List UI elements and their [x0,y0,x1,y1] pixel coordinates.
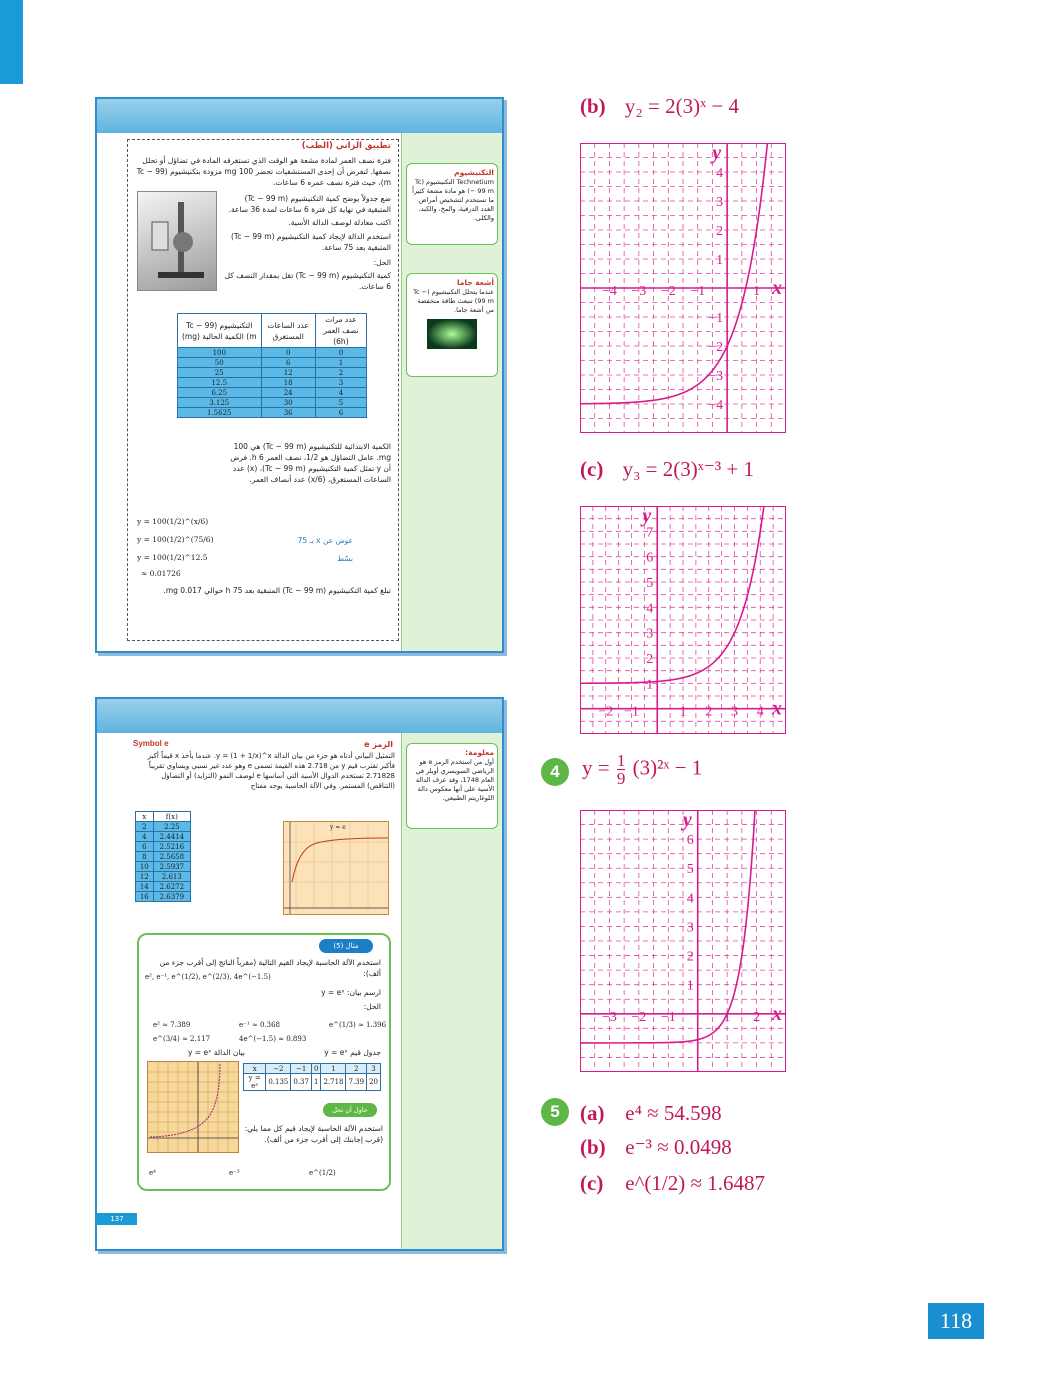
table-header: x [136,812,154,822]
info-box-technetium [406,163,498,245]
table-cell: 16 [136,892,154,902]
y-tick-label: −1 [708,311,724,326]
conclusion-text: تبلغ كمية التكنيشيوم (Tc − 99 m) المتبقية بعد 75 h حوالي 0.017 mg. [163,586,391,595]
table-cell: 6 [136,842,154,852]
symbol-title-en: Symbol e [133,739,169,748]
table-row [244,1074,381,1091]
q4-y: y = [582,755,610,780]
x-tick-label: −2 [660,284,676,299]
table-cell: 2.718 [321,1074,346,1091]
y-axis-label: y [642,506,652,527]
sidebar-136 [401,133,502,651]
table-row [178,348,367,358]
q4-denominator: 9 [616,769,626,788]
solution-b: الكمية الابتدائية للتكنيشيوم (Tc − 99 m) هي 100 mg. عامل التضاؤل هو 1/2، نصف العمر 6 h. فرض أن y تمثل كمية التكنيشيوم (Tc − 99 m)، (x) عدد الساعات المستغرق، (x/6) عدد أنصاف العمر. [230,442,391,484]
y-tick-label: 6 [646,550,654,566]
result-2: e⁻¹ ≈ 0.368 [239,1021,280,1029]
table-cell: 25 [178,368,262,378]
table-cell: 12 [136,872,154,882]
table-cell: 12.5 [178,378,262,388]
info-title: معلومة: [465,748,494,757]
q4-numerator: 1 [616,751,626,770]
y-tick-label: 2 [646,652,654,667]
table-cell: 2.25 [153,822,190,832]
y-tick-label: 6 [686,833,694,849]
solution-a: كمية التكنيشيوم (Tc − 99 m) تقل بمقدار النصف كل 6 ساعات. [224,271,391,291]
example-part-a: استخدم الآلة الحاسبة لإيجاد القيم التالية (مقرباً الناتج إلى أقرب جزء من ألف): [159,958,381,978]
table-cell: 1 [311,1074,320,1091]
table-cell: 7.39 [346,1074,367,1091]
y-tick-label: 3 [646,626,654,642]
symbol-title-ar: الرمز e [364,740,393,749]
table-header: عدد مرات نصف العمر (6h) [315,314,366,348]
table-cell: 1 [321,1064,346,1074]
table-cell: 12 [261,368,315,378]
result-4: e^(3/4) ≈ 2.117 [153,1035,211,1043]
result-3: e^(1/3) ≈ 1.396 [329,1021,387,1029]
table-cell: 2.5658 [153,852,190,862]
table-row [136,872,191,882]
table-row [136,882,191,892]
table-cell: 10 [136,862,154,872]
q5-item-c [580,1171,765,1196]
x-tick-label: −1 [660,1009,676,1025]
table-header: عدد الساعات المستغرق [261,314,315,348]
table-cell: x [244,1064,266,1074]
equation-2: y = 100(1/2)^(75/6) [137,535,214,544]
answer-b-heading [580,94,739,119]
graph-b [580,143,786,433]
table-row [178,388,367,398]
y-tick-label: 1 [686,978,694,994]
table-cell: y = eˣ [244,1074,266,1091]
x-tick-label: −2 [631,1009,647,1025]
y-tick-label: 1 [646,677,654,693]
x-tick-label: −3 [601,1009,617,1025]
table-cell: 5 [315,398,366,408]
q4-fraction [617,752,626,787]
q5-c-expr: e^(1/2) ≈ 1.6487 [625,1171,766,1195]
note-simplify: بسّط [337,554,353,563]
table-cell: 2.6272 [153,882,190,892]
table-cell: 0.135 [266,1074,291,1091]
table-row [178,358,367,368]
table-header: التكنيشيوم (Tc − 99 m) الكمية الحالية (mg) [178,314,262,348]
table-row [136,822,191,832]
try-a: e⁴ [149,1169,156,1177]
table-cell: 30 [261,398,315,408]
table-row [178,408,367,418]
table-cell: 6.25 [178,388,262,398]
x-tick-label: 1 [679,704,687,720]
graph-c [580,506,786,734]
textbook-page-137 [95,697,504,1251]
table-header: f(x) [153,812,190,822]
x-tick-label: −4 [601,284,617,299]
info-box-gamma [406,273,498,377]
note-substitute: عوض عن x بـ 75 [297,536,353,545]
ex-table [243,1063,381,1091]
graph-q4 [580,810,786,1072]
table-cell: 18 [261,378,315,388]
page-137-main [103,733,400,1249]
half-life-table [177,313,367,418]
y-tick-label: 4 [646,601,654,617]
example-part-b: ارسم بيان: y = eˣ [321,988,381,997]
page-number-137: 137 [97,1213,137,1225]
q4-rest: (3)²ˣ − 1 [632,755,703,780]
try-label: حاول أن تحل [323,1103,377,1117]
table-cell: 50 [178,358,262,368]
example-box [137,933,391,1191]
fx-table [135,811,191,902]
y-tick-label: 7 [646,525,654,541]
question-4-badge: 4 [541,758,569,786]
table-row [136,892,191,902]
example-values: e², e⁻¹, e^(1/2), e^(2/3), 4e^(−1.5) [145,973,271,981]
x-axis-label: x [772,1002,782,1025]
table-cell: 36 [261,408,315,418]
page-header-band [97,99,502,133]
y-axis-label: y [712,143,722,164]
table-cell: 0 [315,348,366,358]
q5-a-label: (a) [580,1101,605,1125]
intro-text: التمثيل البياني أدناه هو جزء من بيان الدالة y = (1 + 1/x)^x. عندما يأخذ x قيماً أكبر فأكبر تقترب قيم y من 2.718 هذه القيمة تسمى e وهو عدد غير نسبي ويساوي تقريباً 2.71828 تستخدم الدوال الأسية التي أساسها e لوصف النمو (التزايد) أو التضاؤل (التناقص) المستمر. وفي الآلة الحاسبة يوجد مفتاح [147,752,395,790]
y-tick-label: −4 [708,398,724,413]
y-tick-label: −3 [708,369,724,384]
equation-4: ≈ 0.01726 [141,569,181,578]
equation-3: y = 100(1/2)^12.5 [137,553,208,562]
x-tick-label: 2 [753,1009,761,1025]
table-cell: 3 [315,378,366,388]
ex-graph [147,1061,239,1153]
chart-label: y = e [330,824,346,831]
table-row [136,862,191,872]
table-cell: 2 [315,368,366,378]
table-cell: 2.6379 [153,892,190,902]
y-tick-label: −2 [708,340,724,355]
x-tick-label: 1 [753,284,761,299]
info-text: عندما يتحلل التكنيشيوم (Tc − 99 m) تنبعث طاقة منخفضة من أشعة جاما. [413,288,494,314]
table-cell: 0 [311,1064,320,1074]
try-b: e⁻³ [229,1169,240,1177]
y-tick-label: 4 [686,891,694,907]
x-tick-label: −1 [624,704,639,720]
table-cell: −2 [266,1064,291,1074]
chapter-tab [0,0,23,84]
x-tick-label: −3 [631,284,647,299]
question-c: استخدم الدالة لإيجاد كمية التكنيشيوم (Tc − 99 m) المتبقية بعد 75 ساعة. [230,232,391,252]
table-cell: 2.5937 [153,862,190,872]
question-a: ضع جدولاً يوضح كمية التكنيشيوم (Tc − 99 m) المتبقية في نهاية كل فترة 6 ساعات لمدة 36 ساعة. [228,194,391,214]
x-tick-label: 2 [705,704,713,720]
x-axis-label: x [772,277,782,299]
gamma-ray-image [427,319,477,349]
sidebar-137 [401,733,502,1249]
table-cell: 2.4414 [153,832,190,842]
x-tick-label: −1 [690,284,706,299]
table-row [178,398,367,408]
section-title: تطبيق الزاني (الطب) [301,141,391,151]
solution-label: الحل: [373,258,391,267]
table-row [178,378,367,388]
x-tick-label: 4 [756,704,764,720]
x-tick-label: −2 [598,704,614,720]
table-cell: 2 [136,822,154,832]
table-cell: 0 [261,348,315,358]
y-tick-label: 1 [716,253,724,268]
answer-c-label: (c) [580,457,604,481]
table-cell: 20 [367,1074,381,1091]
y-axis-label: y [682,810,692,831]
q5-c-label: (c) [580,1171,604,1195]
e-limit-chart [283,821,389,915]
example-title: مثال (5) [319,939,373,953]
try-text: استخدم الآلة الحاسبة لإيجاد قيم كل مما يلي: (قرب إجابتك إلى أقرب جزء من ألف). [244,1124,383,1144]
info-text: أول من استخدم الرمز e هو الرياضي السويسري أويلر في العام 1748، وقد عرف الدالة الأسية على أنها معكوس دالة اللوغاريتم الطبيعي. [415,758,494,802]
x-tick-label: 3 [731,704,738,720]
intro-text: فترة نصف العمر لمادة مشعة هو الوقت الذي تستغرقه المادة في تضاؤل أو تحلل نصفها. لنفرض أن إحدى المستشفيات تحضر 100 mg مزودة بتكنيشيوم (Tc − 99 m)، حيث فترة نصف عمره 6 ساعات. [136,156,391,187]
table-cell: 3 [367,1064,381,1074]
table-cell: 1.5625 [178,408,262,418]
table-cell: 2 [346,1064,367,1074]
page-number: 118 [928,1303,984,1339]
answer-b-equation: y₂ = 2(3)ˣ − 4 [624,94,739,118]
y-tick-label: 2 [686,949,694,965]
table-row [178,368,367,378]
info-title: أشعة جاما [456,278,494,287]
table-cell: 1 [315,358,366,368]
try-c: e^(1/2) [309,1169,336,1177]
info-text: Technetium التكنيشيوم (Tc − 99 m) هو مادة مشعة كثيراً ما تستخدم لتشخيص أمراض الغدد الدرقية، والمخ، والكبد، والكلى. [412,178,494,222]
question-5-badge: 5 [541,1098,569,1126]
y-tick-label: 3 [716,195,724,210]
answer-c-heading [580,457,754,482]
textbook-page-136 [95,97,504,653]
table-cell: 4 [315,388,366,398]
table-cell: 100 [178,348,262,358]
table-row [244,1064,381,1074]
table-cell: −1 [291,1064,312,1074]
page-136-main [103,133,400,651]
table-row [136,842,191,852]
y-tick-label: 5 [686,862,694,878]
table-row [136,852,191,862]
result-5: 4e^(−1.5) ≈ 0.893 [239,1035,307,1043]
y-tick-label: 3 [686,920,694,936]
y-tick-label: 4 [716,166,724,181]
q5-b-expr: e⁻³ ≈ 0.0498 [625,1135,732,1159]
q5-item-b [580,1135,732,1160]
lab-photo [137,191,217,291]
table-cell: 0.37 [291,1074,312,1091]
solution-label: الحل: [363,1002,381,1011]
question-b: اكتب معادلة لوصف الدالة الأسية. [288,218,391,227]
table-cell: 14 [136,882,154,892]
table-row [136,832,191,842]
equation-1: y = 100(1/2)^(x/6) [137,517,209,526]
table-label: جدول قيم y = eˣ [324,1048,381,1057]
table-cell: 8 [136,852,154,862]
table-cell: 4 [136,832,154,842]
table-cell: 2.5216 [153,842,190,852]
table-cell: 24 [261,388,315,398]
table-cell: 2.613 [153,872,190,882]
y-tick-label: 2 [716,224,724,239]
answer-b-label: (b) [580,94,606,118]
result-1: e² ≈ 7.389 [153,1021,191,1029]
table-cell: 3.125 [178,398,262,408]
info-box-euler [406,743,498,829]
table-cell: 6 [261,358,315,368]
info-title: التكنيشيوم [454,168,494,177]
x-axis-label: x [772,697,782,720]
table-cell: 6 [315,408,366,418]
answer-c-equation: y₃ = 2(3)ˣ⁻³ + 1 [622,457,755,481]
question-4-equation [582,752,702,787]
q5-a-expr: e⁴ ≈ 54.598 [625,1101,722,1125]
page-header-band [97,699,502,733]
y-tick-label: 5 [646,576,654,591]
q5-b-label: (b) [580,1135,606,1159]
q5-item-a [580,1101,722,1126]
x-tick-label: 1 [723,1009,731,1025]
graph-label: بيان الدالة y = eˣ [187,1048,245,1057]
